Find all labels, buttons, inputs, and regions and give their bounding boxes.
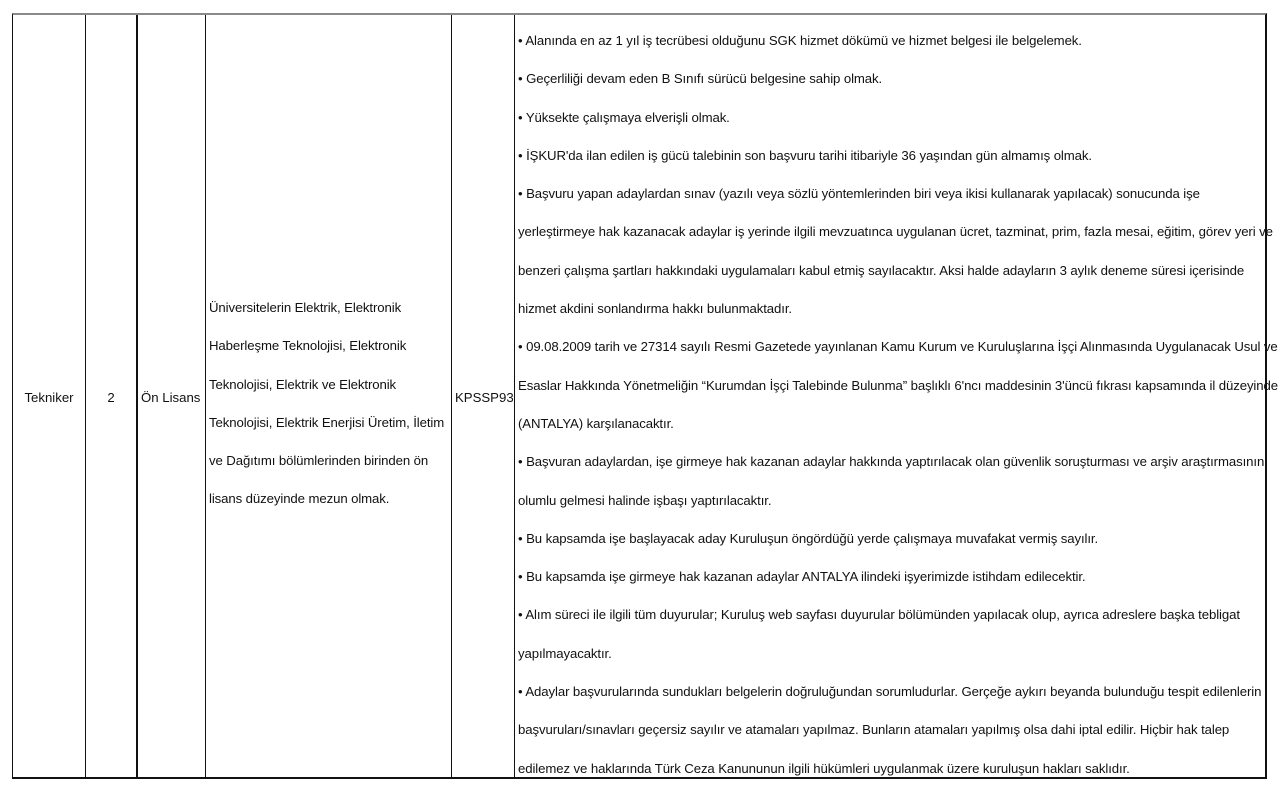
requirement-line: yapılmayacaktır. bbox=[518, 645, 612, 661]
requirements-text bbox=[518, 22, 1278, 788]
requirement-line: • Bu kapsamda işe başlayacak aday Kuruluşun öngördüğü yerde çalışmaya muvafakat vermiş sayılır. bbox=[518, 530, 1099, 546]
cell-requirements bbox=[515, 15, 1278, 777]
education-level: Ön Lisans bbox=[141, 390, 201, 405]
requirement-line: • Başvuru yapan adaylardan sınav (yazılı veya sözlü yöntemlerinden biri veya ikisi kullanarak yapılacak) sonucunda işe bbox=[518, 186, 1200, 202]
requirement-line: benzeri çalışma şartları hakkındaki uygulamaları kabul etmiş sayılacaktır. Aksi halde adayların 3 aylık deneme süresi içerisinde bbox=[518, 262, 1245, 278]
requirement-line: Esaslar Hakkında Yönetmeliğin “Kurumdan İşçi Talebinde Bulunma” başlıklı 6'ncı maddesinin 3'üncü fıkrası kapsamında il düzeyinde bbox=[518, 377, 1278, 393]
requirement-line: başvuruları/sınavları geçersiz sayılır ve atamaları yapılmaz. Bunların atamaları yapılmış olsa dahi iptal edilir. Hiçbir hak talep bbox=[518, 722, 1230, 738]
cell-kpss bbox=[452, 15, 515, 777]
position-title: Tekniker bbox=[24, 390, 74, 405]
requirement-line: • Alanında en az 1 yıl iş tecrübesi olduğunu SGK hizmet dökümü ve hizmet belgesi ile belgelemek. bbox=[518, 33, 1082, 48]
requirement-line: • Adaylar başvurularında sundukları belgelerin doğruluğundan sorumludurlar. Gerçeğe aykırı beyanda bulunduğu tespit edilenlerin bbox=[518, 684, 1262, 700]
cell-position bbox=[13, 15, 86, 777]
departments-text bbox=[209, 289, 449, 519]
department-line: Haberleşme Teknolojisi, Elektronik bbox=[209, 338, 407, 354]
cell-education bbox=[138, 15, 206, 777]
requirement-line: hizmet akdini sonlandırma hakkı bulunmaktadır. bbox=[518, 301, 792, 317]
requirement-line: • Yüksekte çalışmaya elverişli olmak. bbox=[518, 109, 730, 125]
requirement-line: • Bu kapsamda işe girmeye hak kazanan adaylar ANTALYA ilindeki işyerimizde istihdam edilecektir. bbox=[518, 569, 1086, 585]
requirement-line: (ANTALYA) karşılanacaktır. bbox=[518, 415, 674, 431]
requirement-line: • 09.08.2009 tarih ve 27314 sayılı Resmi Gazetede yayınlanan Kamu Kurum ve Kuruluşlarına İşçi Alınmasında Uygulanacak Usul ve bbox=[518, 339, 1278, 355]
requirement-line: • Geçerliliği devam eden B Sınıfı sürücü belgesine sahip olmak. bbox=[518, 71, 883, 87]
cell-departments bbox=[206, 15, 452, 777]
position-count: 2 bbox=[107, 390, 115, 405]
requirement-line: • Alım süreci ile ilgili tüm duyurular; Kuruluş web sayfası duyurular bölümünden yapılacak olup, ayrıca adreslere başka tebligat bbox=[518, 607, 1240, 623]
department-line: lisans düzeyinde mezun olmak. bbox=[209, 491, 390, 507]
requirement-line: • İŞKUR'da ilan edilen iş gücü talebinin son başvuru tarihi itibariyle 36 yaşından gün almamış olmak. bbox=[518, 147, 1092, 163]
requirement-line: edilemez ve haklarında Türk Ceza Kanununun ilgili hükümleri uygulanmak üzere kuruluşun hakları saklıdır. bbox=[518, 760, 1130, 776]
job-requirements-table bbox=[12, 13, 1278, 779]
cell-count bbox=[86, 15, 138, 777]
requirement-line: olumlu gelmesi halinde işbaşı yaptırılacaktır. bbox=[518, 492, 772, 508]
requirement-line: yerleştirmeye hak kazanacak adaylar iş yerinde ilgili mevzuatınca uygulanan ücret, tazminat, prim, fazla mesai, eğitim, görev yeri ve bbox=[518, 224, 1273, 240]
department-line: Üniversitelerin Elektrik, Elektronik bbox=[209, 300, 402, 315]
department-line: ve Dağıtımı bölümlerinden birinden ön bbox=[209, 453, 429, 469]
department-line: Teknolojisi, Elektrik Enerjisi Üretim, İletim bbox=[209, 414, 445, 430]
kpss-score-type: KPSSP93 bbox=[455, 390, 514, 405]
department-line: Teknolojisi, Elektrik ve Elektronik bbox=[209, 376, 397, 392]
requirement-line: • Başvuran adaylardan, işe girmeye hak kazanan adaylar hakkında yaptırılacak olan güvenlik soruşturması ve arşiv araştırmasının bbox=[518, 454, 1265, 470]
